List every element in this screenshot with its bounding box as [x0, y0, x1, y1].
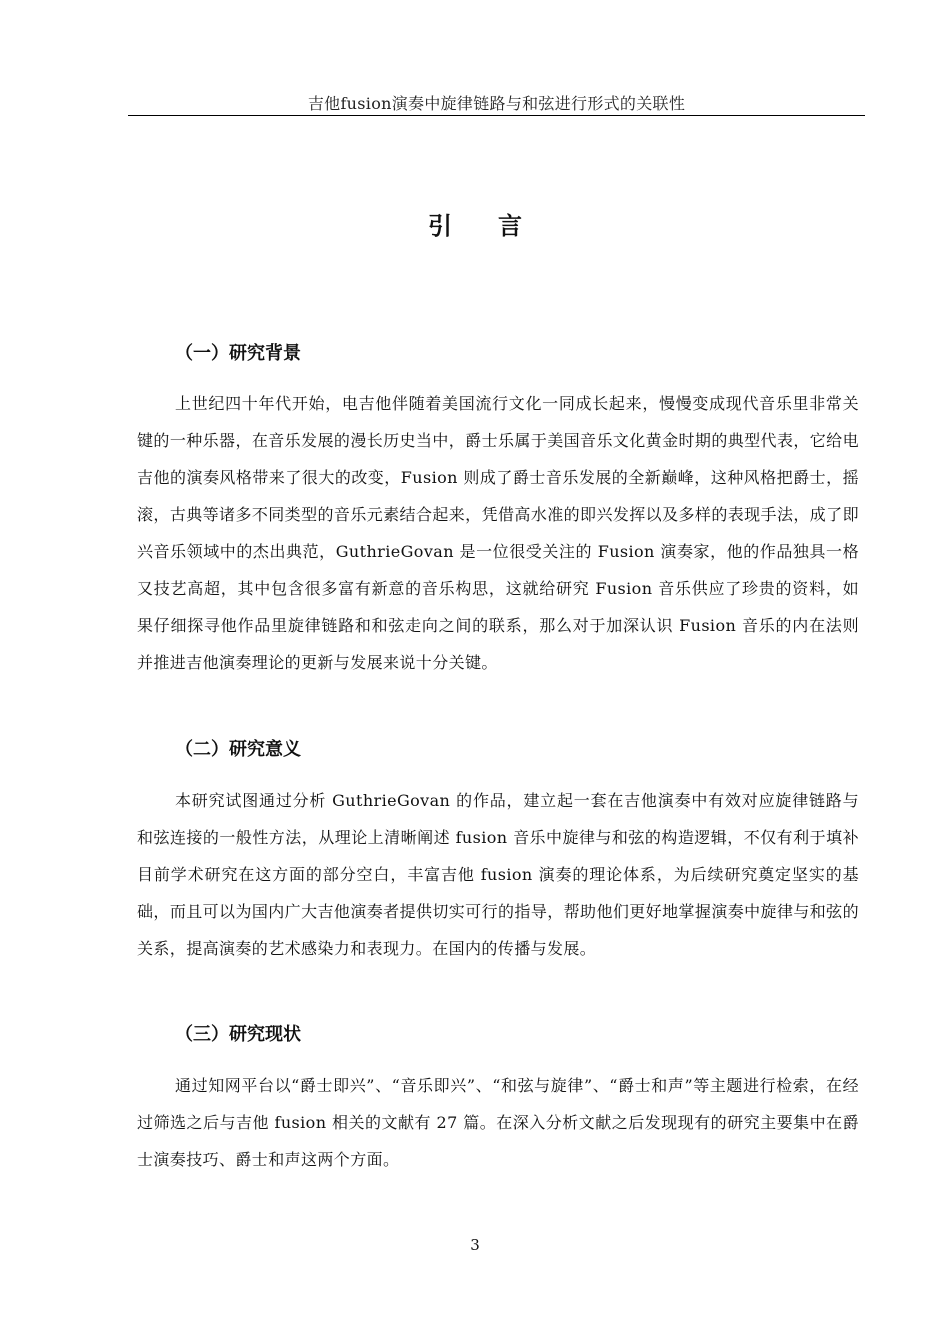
section-heading-background: （一）研究背景: [175, 343, 301, 364]
chapter-title: 引言: [428, 212, 568, 240]
paragraph-background: 上世纪四十年代开始，电吉他伴随着美国流行文化一同成长起来，慢慢变成现代音乐里非常关键的一种乐器，在音乐发展的漫长历史当中，爵士乐属于美国音乐文化黄金时期的典型代表，它给电吉他的演奏风格带来了很大的改变，Fusion 则成了爵士音乐发展的全新巅峰，这种风格把爵士，摇滚，古典等诸多不同类型的音乐元素结合起来，凭借高水准的即兴发挥以及多样的表现手法，成了即兴音乐领域中的杰出典范，GuthrieGovan 是一位很受关注的 Fusion 演奏家，他的作品独具一格又技艺高超，其中包含很多富有新意的音乐构思，这就给研究 Fusion 音乐供应了珍贵的资料，如果仔细探寻他作品里旋律链路和和弦走向之间的联系，那么对于加深认识 Fusion 音乐的内在法则并推进吉他演奏理论的更新与发展来说十分关键。: [137, 394, 859, 672]
paragraph-significance: 本研究试图通过分析 GuthrieGovan 的作品，建立起一套在吉他演奏中有效对应旋律链路与和弦连接的一般性方法，从理论上清晰阐述 fusion 音乐中旋律与和弦的构造逻辑，不仅有利于填补目前学术研究在这方面的部分空白，丰富吉他 fusion 演奏的理论体系，为后续研究奠定坚实的基础，而且可以为国内广大吉他演奏者提供切实可行的指导，帮助他们更好地掌握演奏中旋律与和弦的关系，提高演奏的艺术感染力和表现力。在国内的传播与发展。: [137, 791, 859, 958]
section-heading-significance: （二）研究意义: [175, 739, 301, 760]
header-rule: [128, 115, 865, 116]
paragraph-status: 通过知网平台以“爵士即兴”、“音乐即兴”、“和弦与旋律”、“爵士和声”等主题进行检索，在经过筛选之后与吉他 fusion 相关的文献有 27 篇。在深入分析文献之后发现现有的研究主要集中在爵士演奏技巧、爵士和声这两个方面。: [137, 1076, 859, 1169]
page-number: 3: [470, 1236, 480, 1254]
section-heading-status: （三）研究现状: [175, 1024, 301, 1045]
running-header: 吉他fusion演奏中旋律链路与和弦进行形式的关联性: [307, 94, 686, 113]
